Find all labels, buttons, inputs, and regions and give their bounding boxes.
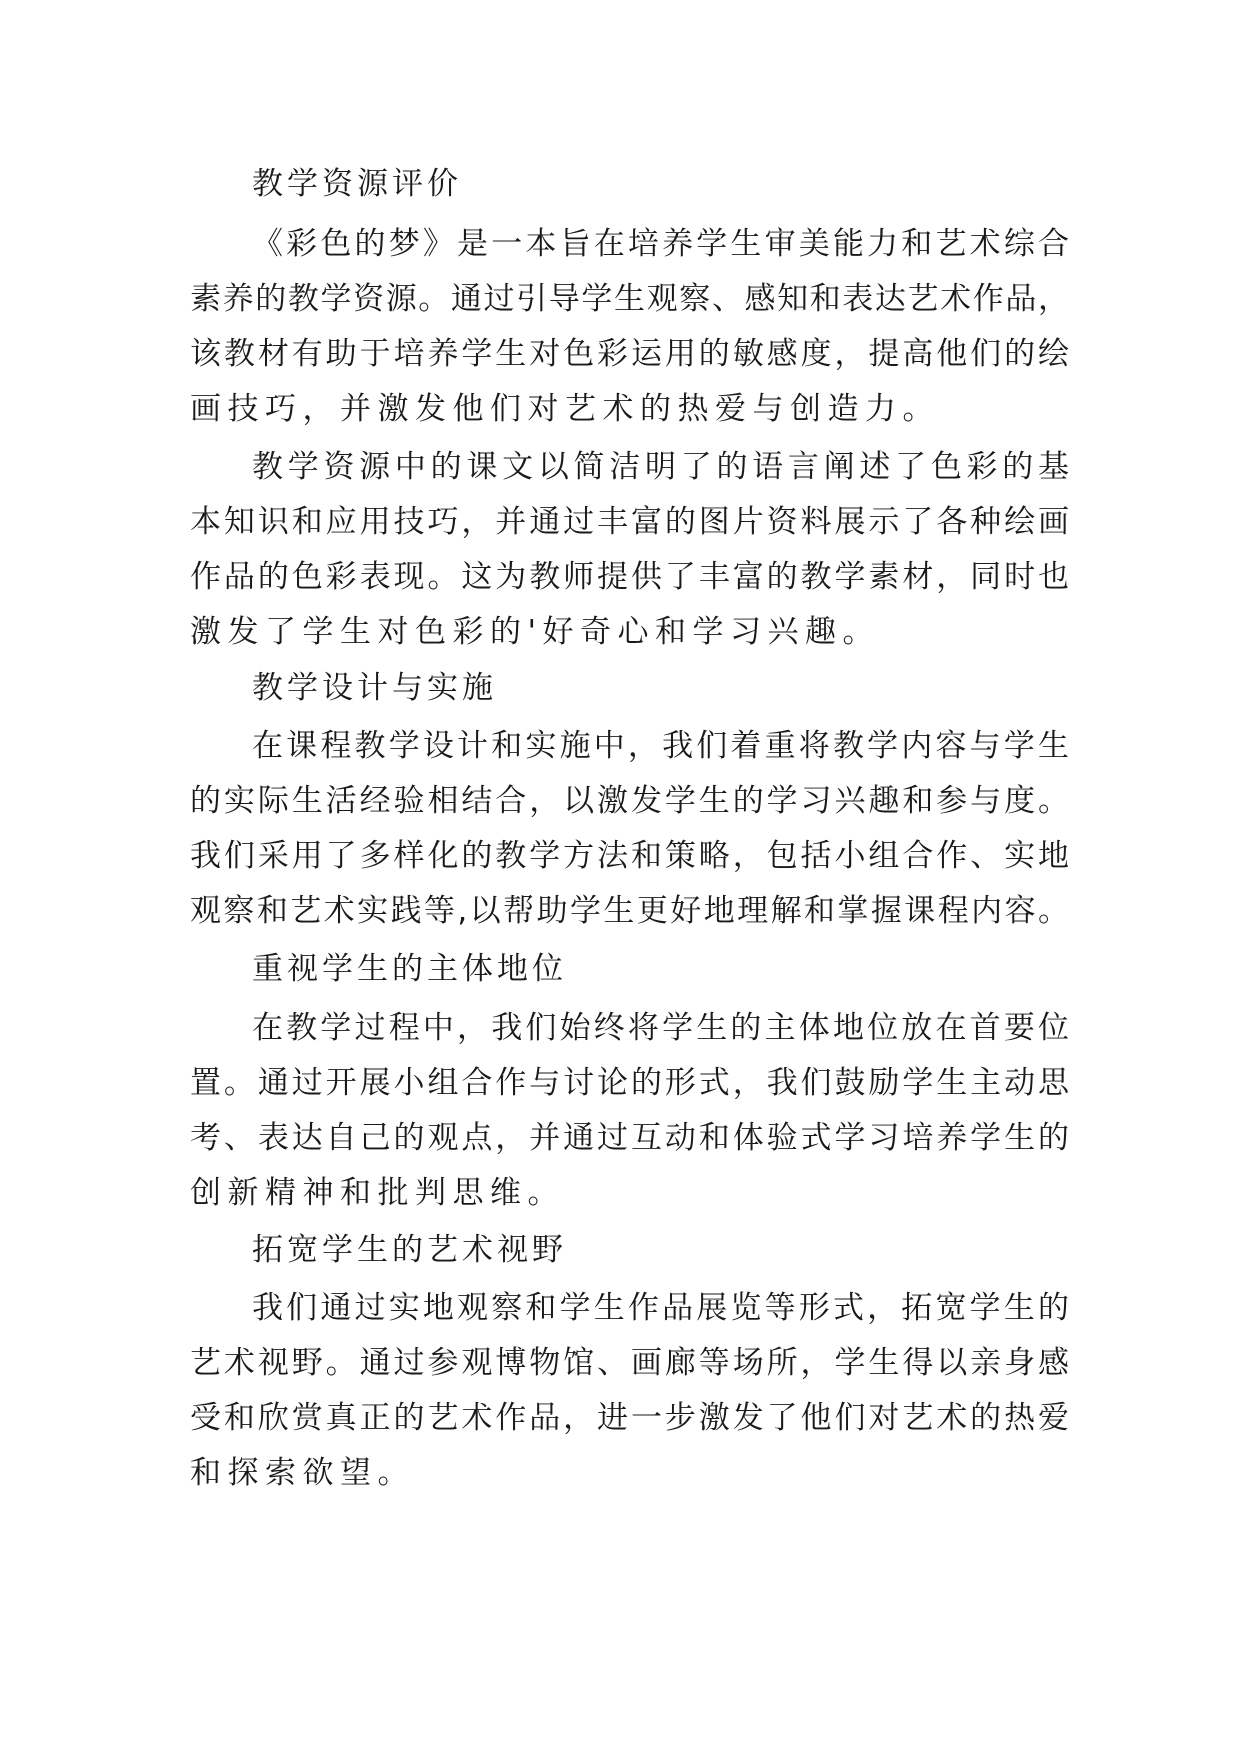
paragraph-line: 艺术视野。通过参观博物馆、画廊等场所，学生得以亲身感	[190, 1345, 1070, 1381]
paragraph-line: 我们通过实地观察和学生作品展览等形式，拓宽学生的	[252, 1290, 1070, 1326]
section-heading: 拓宽学生的艺术视野	[252, 1232, 567, 1268]
paragraph-line: 教学资源中的课文以简洁明了的语言阐述了色彩的基	[252, 449, 1070, 485]
section-heading: 重视学生的主体地位	[252, 951, 567, 987]
paragraph-line: 素养的教学资源。通过引导学生观察、感知和表达艺术作品，	[190, 281, 1070, 317]
paragraph-line: 在教学过程中，我们始终将学生的主体地位放在首要位	[252, 1010, 1070, 1046]
paragraph-line: 作品的色彩表现。这为教师提供了丰富的教学素材，同时也	[190, 559, 1070, 595]
section-heading: 教学资源评价	[252, 166, 462, 202]
paragraph-line: 置。通过开展小组合作与讨论的形式，我们鼓励学生主动思	[190, 1065, 1070, 1101]
paragraph-line: 和探索欲望。	[190, 1455, 415, 1491]
paragraph-line: 受和欣赏真正的艺术作品，进一步激发了他们对艺术的热爱	[190, 1400, 1070, 1436]
section-heading: 教学设计与实施	[252, 670, 497, 706]
paragraph-line: 激发了学生对色彩的'好奇心和学习兴趣。	[190, 614, 881, 650]
paragraph-line: 画技巧，并激发他们对艺术的热爱与创造力。	[190, 391, 940, 427]
paragraph-line: 该教材有助于培养学生对色彩运用的敏感度，提高他们的绘	[190, 336, 1070, 372]
paragraph-line: 创新精神和批判思维。	[190, 1175, 565, 1211]
paragraph-line: 观察和艺术实践等,以帮助学生更好地理解和掌握课程内容。	[190, 893, 1070, 929]
paragraph-line: 考、表达自己的观点，并通过互动和体验式学习培养学生的	[190, 1120, 1070, 1156]
paragraph-line: 《彩色的梦》是一本旨在培养学生审美能力和艺术综合	[252, 226, 1070, 262]
paragraph-line: 在课程教学设计和实施中，我们着重将教学内容与学生	[252, 728, 1070, 764]
paragraph-line: 本知识和应用技巧，并通过丰富的图片资料展示了各种绘画	[190, 504, 1070, 540]
paragraph-line: 我们采用了多样化的教学方法和策略，包括小组合作、实地	[190, 838, 1070, 874]
paragraph-line: 的实际生活经验相结合，以激发学生的学习兴趣和参与度。	[190, 783, 1070, 819]
